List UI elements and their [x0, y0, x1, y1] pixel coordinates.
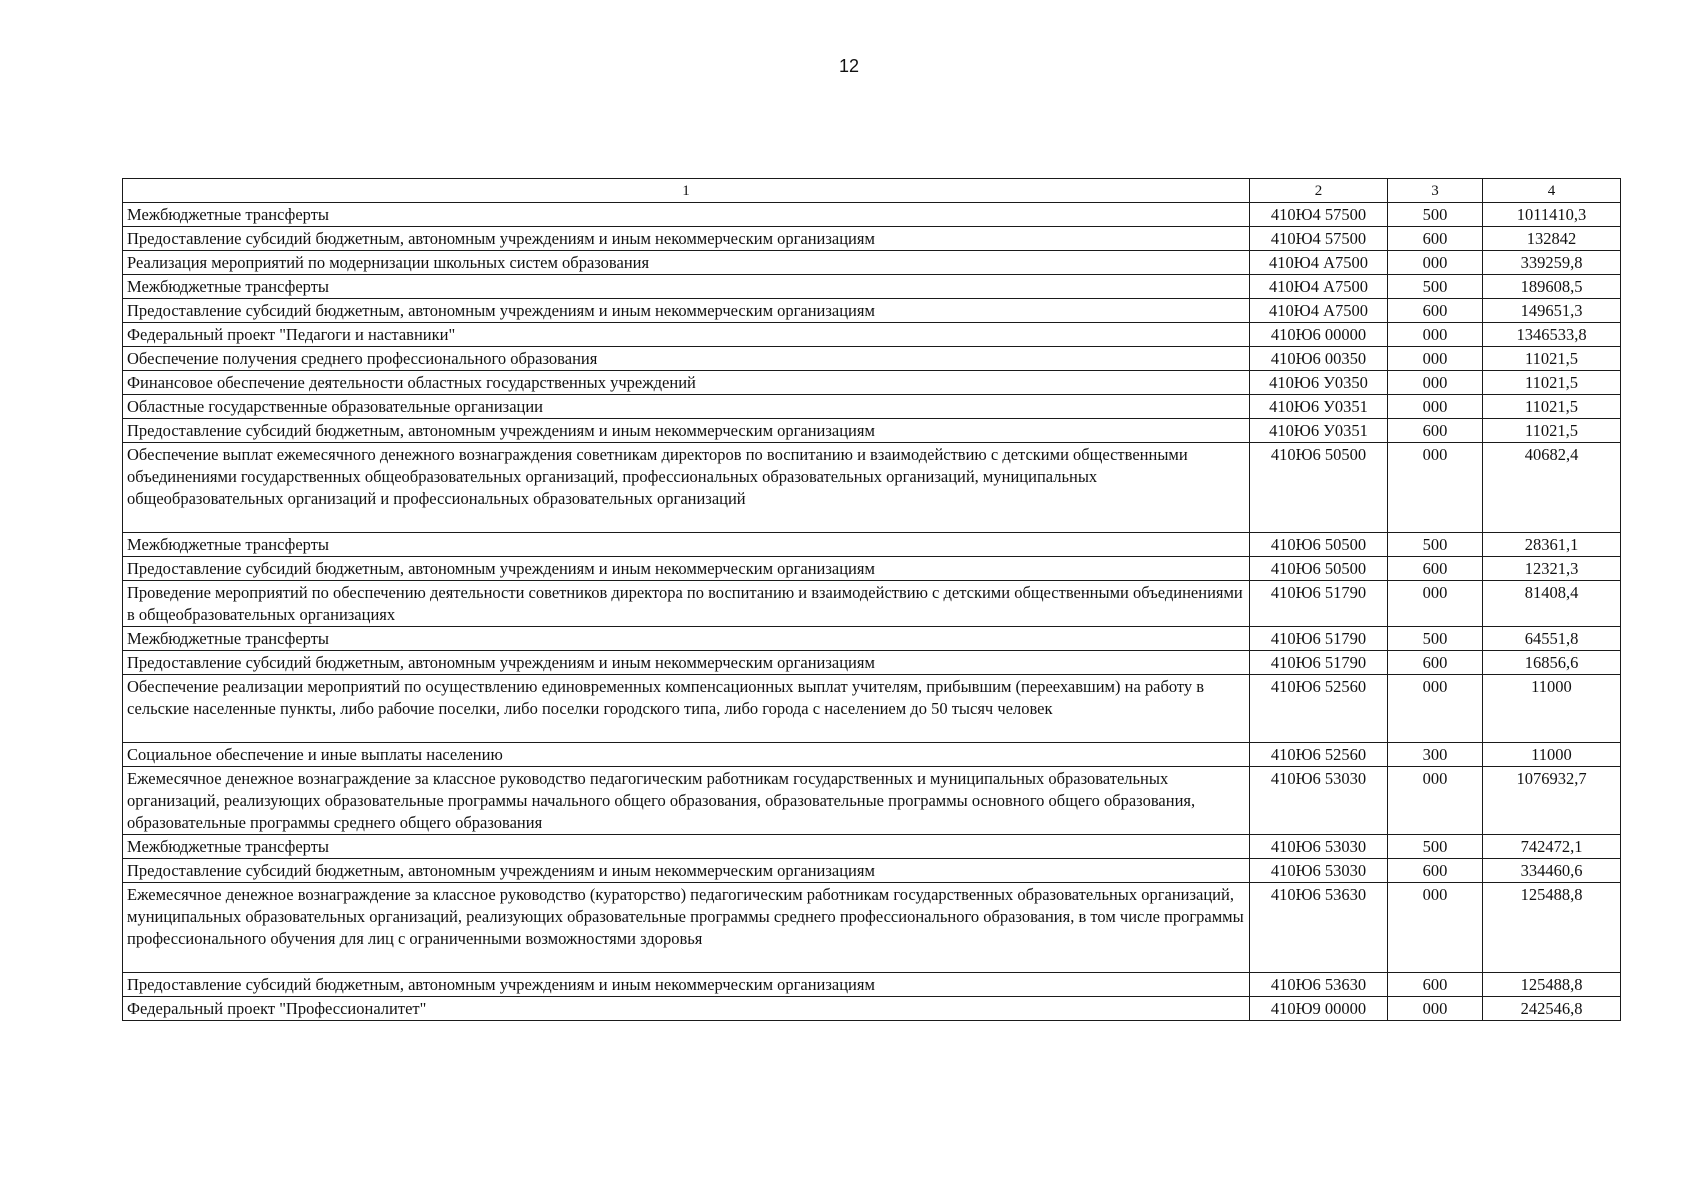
row-kind-cell: 000: [1388, 323, 1483, 347]
row-name-cell: Областные государственные образовательные организации: [123, 395, 1250, 419]
row-amount-cell: 11000: [1483, 743, 1621, 767]
row-name-cell: Межбюджетные трансферты: [123, 203, 1250, 227]
row-amount-cell: 189608,5: [1483, 275, 1621, 299]
row-name-cell: Предоставление субсидий бюджетным, автономным учреждениям и иным некоммерческим организациям: [123, 419, 1250, 443]
row-name-cell: Федеральный проект "Педагоги и наставники": [123, 323, 1250, 347]
table-row: [123, 533, 1621, 557]
row-kind-cell: 000: [1388, 997, 1483, 1021]
row-name-cell: Обеспечение получения среднего профессионального образования: [123, 347, 1250, 371]
row-code-cell: 410Ю6 У0351: [1250, 395, 1388, 419]
row-code-cell: 410Ю9 00000: [1250, 997, 1388, 1021]
row-code-cell: 410Ю6 51790: [1250, 581, 1388, 627]
row-amount-cell: 334460,6: [1483, 859, 1621, 883]
row-code-cell: 410Ю4 А7500: [1250, 251, 1388, 275]
table-row: [123, 203, 1621, 227]
row-kind-cell: 000: [1388, 675, 1483, 743]
row-code-cell: 410Ю6 53030: [1250, 859, 1388, 883]
row-amount-cell: 1076932,7: [1483, 767, 1621, 835]
row-code-cell: 410Ю6 51790: [1250, 627, 1388, 651]
table-row: [123, 557, 1621, 581]
table-row: [123, 767, 1621, 835]
row-code-cell: 410Ю6 52560: [1250, 743, 1388, 767]
row-kind-cell: 000: [1388, 371, 1483, 395]
row-kind-cell: 000: [1388, 883, 1483, 973]
table-row: [123, 443, 1621, 533]
row-name-cell: Реализация мероприятий по модернизации школьных систем образования: [123, 251, 1250, 275]
table-row: [123, 859, 1621, 883]
row-name-cell: Межбюджетные трансферты: [123, 627, 1250, 651]
row-amount-cell: 12321,3: [1483, 557, 1621, 581]
row-amount-cell: 149651,3: [1483, 299, 1621, 323]
row-kind-cell: 000: [1388, 767, 1483, 835]
column-header-4: 4: [1483, 179, 1621, 203]
row-amount-cell: 1346533,8: [1483, 323, 1621, 347]
row-code-cell: 410Ю6 52560: [1250, 675, 1388, 743]
row-name-cell: Проведение мероприятий по обеспечению деятельности советников директора по воспитанию и взаимодействию с детскими общественными объединениями в общеобразовательных организациях: [123, 581, 1250, 627]
row-code-cell: 410Ю4 57500: [1250, 227, 1388, 251]
row-code-cell: 410Ю6 50500: [1250, 443, 1388, 533]
row-name-cell: Межбюджетные трансферты: [123, 275, 1250, 299]
row-kind-cell: 500: [1388, 203, 1483, 227]
row-code-cell: 410Ю4 А7500: [1250, 275, 1388, 299]
row-name-cell: Предоставление субсидий бюджетным, автономным учреждениям и иным некоммерческим организациям: [123, 973, 1250, 997]
row-name-cell: Предоставление субсидий бюджетным, автономным учреждениям и иным некоммерческим организациям: [123, 299, 1250, 323]
row-code-cell: 410Ю6 50500: [1250, 557, 1388, 581]
row-amount-cell: 11021,5: [1483, 371, 1621, 395]
table-row: [123, 227, 1621, 251]
budget-table: [122, 178, 1621, 1021]
row-name-cell: Предоставление субсидий бюджетным, автономным учреждениям и иным некоммерческим организациям: [123, 227, 1250, 251]
row-kind-cell: 000: [1388, 395, 1483, 419]
row-kind-cell: 600: [1388, 557, 1483, 581]
row-name-cell: Федеральный проект "Профессионалитет": [123, 997, 1250, 1021]
table-row: [123, 835, 1621, 859]
row-kind-cell: 500: [1388, 275, 1483, 299]
row-kind-cell: 500: [1388, 533, 1483, 557]
row-name-cell: Межбюджетные трансферты: [123, 835, 1250, 859]
row-name-cell: Ежемесячное денежное вознаграждение за классное руководство (кураторство) педагогическим работникам государственных образовательных организаций, муниципальных образовательных организаций, реализующих образовательные программы среднего профессионального образования, в том числе программы профессионального обучения для лиц с ограниченными возможностями здоровья: [123, 883, 1250, 973]
row-code-cell: 410Ю6 00350: [1250, 347, 1388, 371]
table-row: [123, 251, 1621, 275]
row-kind-cell: 500: [1388, 835, 1483, 859]
page-number: 12: [838, 56, 860, 76]
row-name-cell: Предоставление субсидий бюджетным, автономным учреждениям и иным некоммерческим организациям: [123, 557, 1250, 581]
row-name-cell: Ежемесячное денежное вознаграждение за классное руководство педагогическим работникам государственных и муниципальных образовательных организаций, реализующих образовательные программы начального общего образования, образовательные программы основного общего образования, образовательные программы среднего общего образования: [123, 767, 1250, 835]
row-amount-cell: 339259,8: [1483, 251, 1621, 275]
row-kind-cell: 300: [1388, 743, 1483, 767]
row-amount-cell: 11021,5: [1483, 419, 1621, 443]
row-amount-cell: 11021,5: [1483, 395, 1621, 419]
table-header: [123, 179, 1621, 203]
row-amount-cell: 16856,6: [1483, 651, 1621, 675]
row-name-cell: Обеспечение выплат ежемесячного денежного вознаграждения советникам директоров по воспитанию и взаимодействию с детскими общественными объединениями государственных общеобразовательных организаций, профессиональных образовательных организаций, муниципальных общеобразовательных организаций и профессиональных образовательных организаций: [123, 443, 1250, 533]
table-row: [123, 299, 1621, 323]
column-header-2: 2: [1250, 179, 1388, 203]
table-row: [123, 743, 1621, 767]
row-kind-cell: 500: [1388, 627, 1483, 651]
table-row: [123, 347, 1621, 371]
row-amount-cell: 11000: [1483, 675, 1621, 743]
table-row: [123, 275, 1621, 299]
row-code-cell: 410Ю6 53030: [1250, 767, 1388, 835]
row-code-cell: 410Ю6 53630: [1250, 973, 1388, 997]
row-code-cell: 410Ю6 53630: [1250, 883, 1388, 973]
row-code-cell: 410Ю4 57500: [1250, 203, 1388, 227]
row-amount-cell: 40682,4: [1483, 443, 1621, 533]
row-amount-cell: 81408,4: [1483, 581, 1621, 627]
table-row: [123, 651, 1621, 675]
row-amount-cell: 742472,1: [1483, 835, 1621, 859]
table-row: [123, 395, 1621, 419]
row-code-cell: 410Ю6 У0350: [1250, 371, 1388, 395]
row-kind-cell: 600: [1388, 973, 1483, 997]
row-amount-cell: 125488,8: [1483, 883, 1621, 973]
table-row: [123, 419, 1621, 443]
row-name-cell: Предоставление субсидий бюджетным, автономным учреждениям и иным некоммерческим организациям: [123, 859, 1250, 883]
table-row: [123, 627, 1621, 651]
row-code-cell: 410Ю6 51790: [1250, 651, 1388, 675]
row-kind-cell: 600: [1388, 227, 1483, 251]
table-row: [123, 883, 1621, 973]
row-code-cell: 410Ю6 50500: [1250, 533, 1388, 557]
row-kind-cell: 000: [1388, 443, 1483, 533]
row-code-cell: 410Ю6 У0351: [1250, 419, 1388, 443]
column-header-1: 1: [123, 179, 1250, 203]
row-name-cell: Предоставление субсидий бюджетным, автономным учреждениям и иным некоммерческим организациям: [123, 651, 1250, 675]
row-amount-cell: 64551,8: [1483, 627, 1621, 651]
table-body: [123, 203, 1621, 1021]
table-row: [123, 973, 1621, 997]
row-amount-cell: 1011410,3: [1483, 203, 1621, 227]
row-kind-cell: 600: [1388, 651, 1483, 675]
row-code-cell: 410Ю4 А7500: [1250, 299, 1388, 323]
row-kind-cell: 000: [1388, 251, 1483, 275]
table-row: [123, 997, 1621, 1021]
row-amount-cell: 132842: [1483, 227, 1621, 251]
table-row: [123, 371, 1621, 395]
row-code-cell: 410Ю6 53030: [1250, 835, 1388, 859]
row-kind-cell: 600: [1388, 299, 1483, 323]
row-kind-cell: 000: [1388, 581, 1483, 627]
row-name-cell: Финансовое обеспечение деятельности областных государственных учреждений: [123, 371, 1250, 395]
row-amount-cell: 125488,8: [1483, 973, 1621, 997]
table-row: [123, 675, 1621, 743]
row-kind-cell: 600: [1388, 419, 1483, 443]
column-header-3: 3: [1388, 179, 1483, 203]
row-kind-cell: 600: [1388, 859, 1483, 883]
row-name-cell: Обеспечение реализации мероприятий по осуществлению единовременных компенсационных выплат учителям, прибывшим (переехавшим) на работу в сельские населенные пункты, либо рабочие поселки, либо поселки городского типа, либо города с населением до 50 тысяч человек: [123, 675, 1250, 743]
row-name-cell: Межбюджетные трансферты: [123, 533, 1250, 557]
row-kind-cell: 000: [1388, 347, 1483, 371]
table-row: [123, 581, 1621, 627]
table-row: [123, 323, 1621, 347]
row-amount-cell: 11021,5: [1483, 347, 1621, 371]
row-name-cell: Социальное обеспечение и иные выплаты населению: [123, 743, 1250, 767]
row-amount-cell: 28361,1: [1483, 533, 1621, 557]
row-amount-cell: 242546,8: [1483, 997, 1621, 1021]
row-code-cell: 410Ю6 00000: [1250, 323, 1388, 347]
